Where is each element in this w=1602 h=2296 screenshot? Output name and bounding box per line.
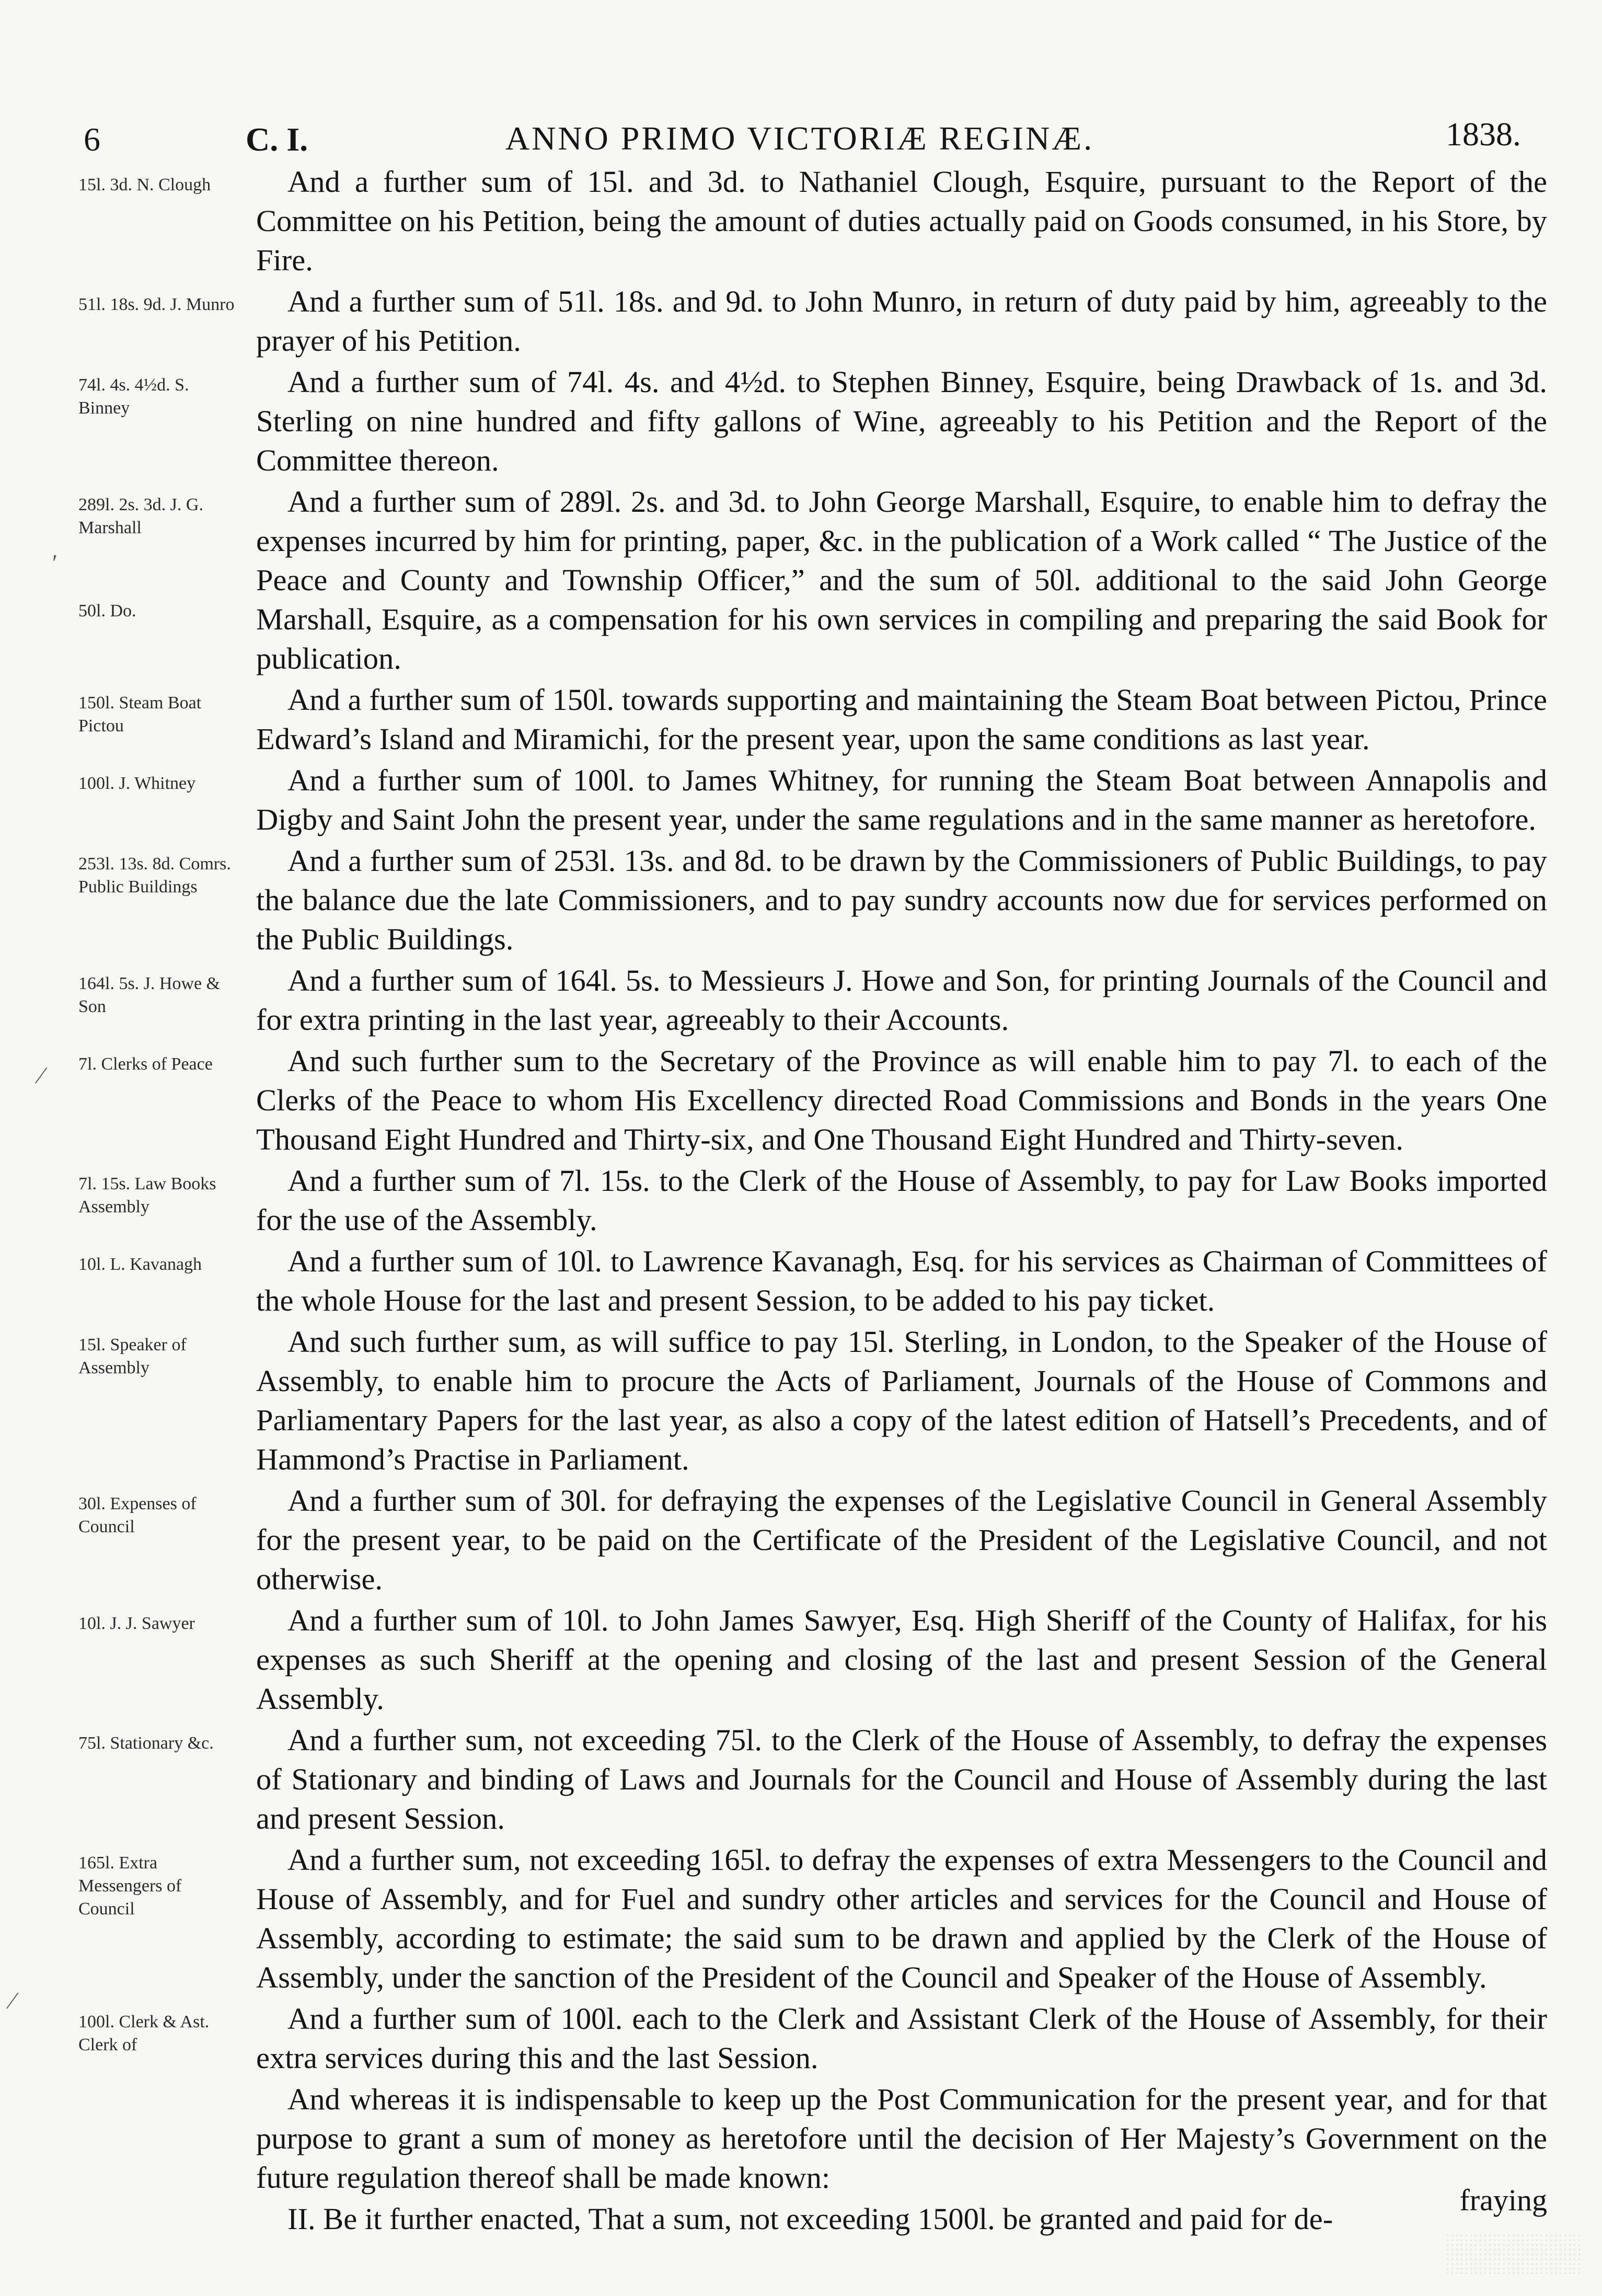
entry [78, 282, 1547, 360]
margin-note: 10l. J. J. Sawyer [78, 1614, 195, 1633]
entry-text: And a further sum, not exceeding 165l. to defray the expenses of extra Messengers to the Council and House of Assembly, and for Fuel and sundry other articles and services for the Council and House of Assembly, according to estimate; the said sum to be drawn and applied by the Clerk of the House of Assembly, under the sanction of the President of the Council and Speaker of the House of Assembly. [256, 1843, 1547, 1994]
page-title: ANNO PRIMO VICTORIÆ REGINÆ. [505, 120, 1094, 157]
running-header [78, 110, 1521, 158]
year-label: 1838. [1446, 116, 1521, 153]
entry-text: And a further sum of 289l. 2s. and 3d. to John George Marshall, Esquire, to enable him to defray the expenses incurred by him for printing, paper, &c. in the publication of a Work called “ The Justice of the Peace and County and Township Officer,” and the sum of 50l. additional to the said John George Marshall, Esquire, as a compensation for his own services in compiling and preparing the said Book for publication. [256, 485, 1547, 675]
entry-text: And a further sum of 150l. towards supporting and maintaining the Steam Boat between Pictou, Prince Edward’s Island and Miramichi, for the present year, upon the same conditions as last year. [256, 683, 1547, 756]
margin-note: 7l. 15s. Law Books Assembly [78, 1174, 216, 1216]
margin-note: 100l. J. Whitney [78, 774, 196, 793]
entry [78, 162, 1547, 280]
entry-text: And such further sum to the Secretary of the Province as will enable him to pay 7l. to each of the Clerks of the Peace to whom His Excellency directed Road Commissions and Bonds in the years One Thousand Eight Hundred and Thirty-six, and One Thousand Eight Hundred and Thirty-seven. [256, 1044, 1547, 1156]
preamble-text: And whereas it is indispensable to keep up the Post Communication for the present year, and for that purpose to grant a sum of money as heretofore until the decision of Her Majesty’s Government on the future regulation thereof shall be made known: [256, 2082, 1547, 2195]
entry [78, 1161, 1547, 1239]
entry-text: And a further sum of 10l. to John James Sawyer, Esq. High Sheriff of the County of Halifax, for his expenses as such Sheriff at the opening and closing of the last and present Session of the General Assembly. [256, 1603, 1547, 1716]
margin-note: 15l. Speaker of Assembly [78, 1335, 187, 1377]
entry-text: And a further sum of 10l. to Lawrence Kavanagh, Esq. for his services as Chairman of Committees of the whole House for the last and present Session, to be added to his pay ticket. [256, 1244, 1547, 1317]
entry-text: And a further sum of 100l. to James Whitney, for running the Steam Boat between Annapolis and Digby and Saint John the present year, under the same regulations and in the same manner as heretofore. [256, 763, 1547, 836]
entry-text: And a further sum, not exceeding 75l. to the Clerk of the House of Assembly, to defray the expenses of Stationary and binding of Laws and Journals for the Council and House of Assembly during the last and present Session. [256, 1723, 1547, 1835]
pen-mark: ⁄ [39, 1062, 43, 1088]
entry [78, 680, 1547, 759]
entry-text: And a further sum of 164l. 5s. to Messieurs J. Howe and Son, for printing Journals of the Council and for extra printing in the last year, agreeably to their Accounts. [256, 963, 1547, 1037]
entry [78, 761, 1547, 839]
entry [78, 362, 1547, 480]
margin-note: 164l. 5s. J. Howe & Son [78, 974, 221, 1016]
entry-text: And a further sum of 100l. each to the Clerk and Assistant Clerk of the House of Assembly, for their extra services during this and the last Session. [256, 2002, 1547, 2075]
entry [78, 1242, 1547, 1320]
margin-note: 165l. Extra Messengers of Council [78, 1853, 182, 1919]
margin-note: 100l. Clerk & Ast. Clerk of [78, 2012, 210, 2054]
entry [78, 1481, 1547, 1599]
entry-text: And such further sum, as will suffice to pay 15l. Sterling, in London, to the Speaker of the House of Assembly, to enable him to procure the Acts of Parliament, Journals of the House of Commons and Parliamentary Papers for the last year, as also a copy of the latest edition of Hatsell’s Precedents, and of Hammond’s Practise in Parliament. [256, 1325, 1547, 1476]
margin-note: 75l. Stationary &c. [78, 1734, 214, 1753]
margin-note: 7l. Clerks of Peace [78, 1054, 213, 1074]
section-text: II. Be it further enacted, That a sum, not exceeding 1500l. be granted and paid for de- [287, 2202, 1333, 2236]
entry-text: And a further sum of 51l. 18s. and 9d. to John Munro, in return of duty paid by him, agreeably to the prayer of his Petition. [256, 284, 1547, 358]
entry [78, 961, 1547, 1039]
entry-text: And a further sum of 15l. and 3d. to Nathaniel Clough, Esquire, pursuant to the Report of the Committee on his Petition, being the amount of duties actually paid on Goods consumed, in his Store, by Fire. [256, 165, 1547, 277]
catchword: fraying [1459, 2183, 1547, 2217]
entry [78, 1720, 1547, 1838]
scan-noise [1445, 2233, 1581, 2275]
margin-note: 10l. L. Kavanagh [78, 1255, 202, 1274]
margin-note: 74l. 4s. 4½d. S. Binney [78, 375, 189, 418]
margin-note: 253l. 13s. 8d. Comrs. Public Buildings [78, 854, 231, 897]
entries-list [78, 162, 1547, 2241]
entry [78, 1840, 1547, 1997]
entry [78, 1999, 1547, 2077]
entry [78, 841, 1547, 959]
margin-note: 15l. 3d. N. Clough [78, 175, 211, 194]
entry [78, 1601, 1547, 1718]
margin-note: 289l. 2s. 3d. J. G. Marshall [78, 495, 203, 537]
entry-text: And a further sum of 253l. 13s. and 8d. to be drawn by the Commissioners of Public Buildings, to pay the balance due the late Commissioners, and to pay sundry accounts now due for services performed on the Public Buildings. [256, 844, 1547, 956]
margin-note: 51l. 18s. 9d. J. Munro [78, 295, 235, 314]
entry-text: And a further sum of 74l. 4s. and 4½d. to Stephen Binney, Esquire, being Drawback of 1s. and 3d. Sterling on nine hundred and fifty gallons of Wine, agreeably to his Petition and the Report of the Committee thereon. [256, 365, 1547, 477]
page-number: 6 [84, 121, 100, 158]
section-ii [78, 2199, 1547, 2238]
margin-note: 150l. Steam Boat Pictou [78, 693, 202, 736]
preamble [78, 2080, 1547, 2197]
entry-text: And a further sum of 7l. 15s. to the Clerk of the House of Assembly, to pay for Law Books imported for the use of the Assembly. [256, 1164, 1547, 1237]
entry [78, 1322, 1547, 1479]
entry [78, 1041, 1547, 1159]
entry [78, 482, 1547, 678]
entry-text: And a further sum of 30l. for defraying the expenses of the Legislative Council in General Assembly for the present year, to be paid on the Certificate of the President of the Legislative Council, and not otherwise. [256, 1484, 1547, 1596]
chapter-label: C. I. [246, 121, 308, 158]
pen-mark: ⁄ [10, 1987, 15, 2014]
margin-note-secondary: 50l. Do. [78, 601, 136, 621]
margin-note: 30l. Expenses of Council [78, 1494, 197, 1536]
pen-mark: ′ [52, 549, 58, 576]
